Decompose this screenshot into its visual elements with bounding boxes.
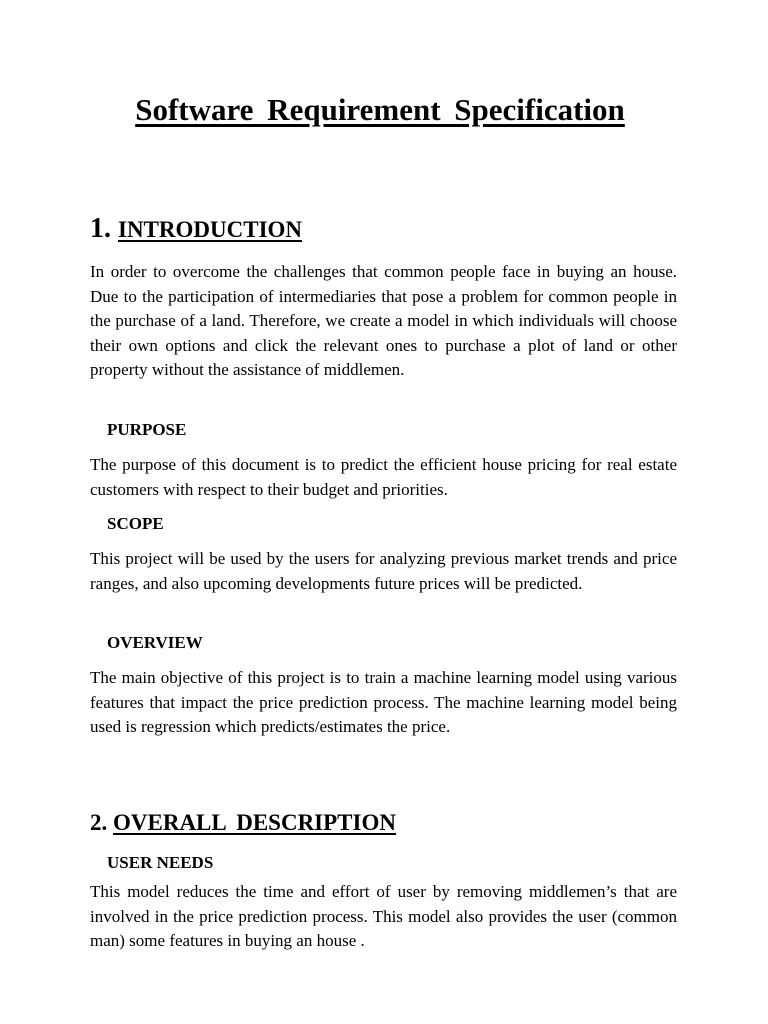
section-2-heading (90, 810, 396, 836)
section-1-heading (90, 213, 302, 245)
document-title: Software Requirement Specification (135, 92, 625, 127)
overview-paragraph: The main objective of this project is to train a machine learning model using various features that impact the price prediction process. The machine learning model being used is regression which predicts/estimates the price. (90, 668, 677, 736)
scope-paragraph: This project will be used by the users for analyzing previous market trends and price ranges, and also upcoming developments future prices will be predicted. (90, 549, 677, 593)
scope-heading: SCOPE (107, 514, 164, 533)
purpose-heading: PURPOSE (107, 420, 187, 439)
overview-heading: OVERVIEW (107, 633, 203, 652)
user-needs-heading: USER NEEDS (107, 853, 214, 872)
introduction-paragraph: In order to overcome the challenges that common people face in buying an house. Due to the participation of intermediaries that pose a problem for common people in the purchase of a land. Therefore, we create a model in which individuals will choose their own options and click the relevant ones to purchase a plot of land or other property without the assistance of middlemen. (90, 262, 677, 379)
section-1-number: 1. (90, 213, 111, 244)
purpose-paragraph: The purpose of this document is to predict the efficient house pricing for real estate customers with respect to their budget and priorities. (90, 455, 677, 499)
user-needs-paragraph: This model reduces the time and effort of user by removing middlemen’s that are involved in the price prediction process. This model also provides the user (common man) some features in buying an house . (90, 882, 677, 950)
section-2-number: 2. (90, 810, 108, 835)
section-1-title: INTRODUCTION (118, 217, 303, 242)
section-2-title: OVERALL DESCRIPTION (113, 810, 396, 835)
